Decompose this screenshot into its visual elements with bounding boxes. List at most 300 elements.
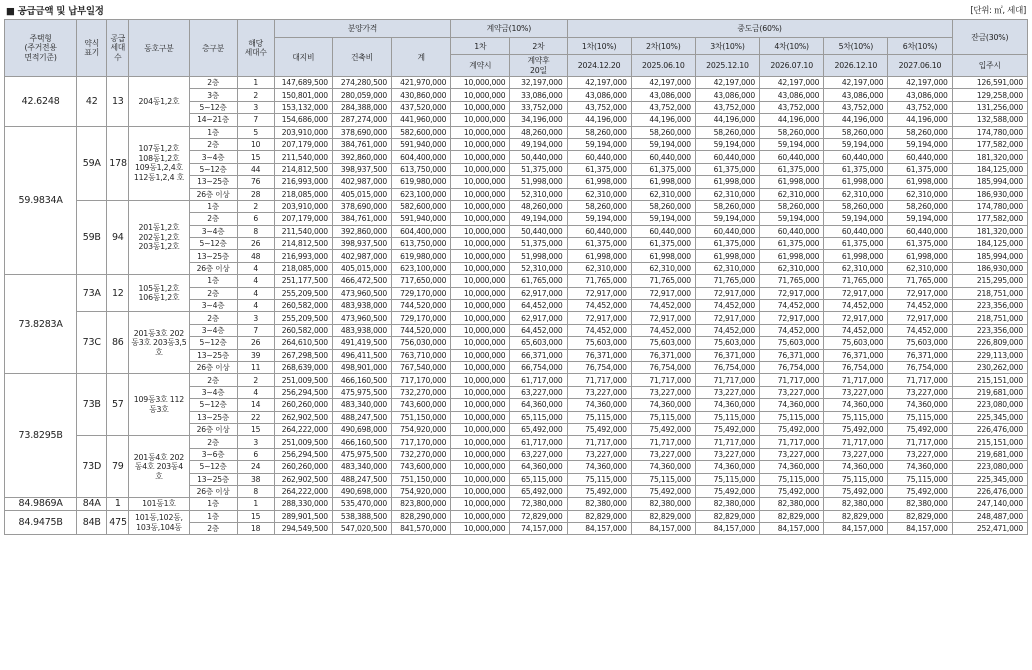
mid-payment-6-cell: 61,375,000 [888,163,952,175]
floor-cell: 1층 [189,126,237,138]
unit-count-cell: 26 [237,238,274,250]
dong-ho-cell: 201동4호 202동4호 203동4호 [129,436,189,498]
total-price-cell: 751,150,000 [392,473,451,485]
balance-cell: 226,809,000 [952,337,1027,349]
abbr-cell: 73D [77,436,107,498]
floor-cell: 3~4층 [189,225,237,237]
deposit-2-cell: 48,260,000 [510,200,567,212]
deposit-2-cell: 33,752,000 [510,101,567,113]
land-cost-cell: 256,294,500 [274,386,332,398]
mid-payment-5-cell: 74,452,000 [824,300,888,312]
total-price-cell: 754,920,000 [392,423,451,435]
land-cost-cell: 251,177,500 [274,275,332,287]
housing-type-cell: 59.9834A [5,126,77,275]
total-price-cell: 623,100,000 [392,262,451,274]
floor-cell: 5~12층 [189,337,237,349]
total-price-cell: 604,400,000 [392,225,451,237]
mid-payment-6-cell: 82,829,000 [888,510,952,522]
building-cost-cell: 280,059,000 [332,89,391,101]
mid-payment-3-cell: 71,765,000 [695,275,759,287]
deposit-2-cell: 64,452,000 [510,324,567,336]
mid-payment-2-cell: 58,260,000 [631,200,695,212]
dong-ho-cell: 109동3호 112동3호 [129,374,189,436]
mid-payment-3-cell: 76,754,000 [695,361,759,373]
mid-payment-3-cell: 84,157,000 [695,523,759,535]
dong-ho-cell: 101동,102동, 103동,104동 [129,510,189,535]
mid-payment-1-cell: 61,998,000 [567,176,631,188]
mid-payment-5-cell: 61,998,000 [824,250,888,262]
deposit-1-cell: 10,000,000 [451,436,510,448]
balance-cell: 174,780,000 [952,200,1027,212]
header-deposit-2: 2차 [510,38,567,55]
mid-payment-5-cell: 75,492,000 [824,485,888,497]
header-mid-3: 3차(10%) [695,38,759,55]
land-cost-cell: 264,222,000 [274,485,332,497]
deposit-1-cell: 10,000,000 [451,312,510,324]
mid-payment-5-cell: 60,440,000 [824,151,888,163]
mid-payment-6-cell: 74,360,000 [888,461,952,473]
mid-payment-3-cell: 60,440,000 [695,225,759,237]
header-sale-price: 분양가격 [274,20,450,38]
unit-count-cell: 76 [237,176,274,188]
mid-payment-3-cell: 75,492,000 [695,423,759,435]
floor-cell: 5~12층 [189,399,237,411]
table-row [5,498,1028,510]
building-cost-cell: 538,388,500 [332,510,391,522]
building-cost-cell: 384,761,000 [332,213,391,225]
supply-units-cell: 1 [107,498,129,510]
land-cost-cell: 267,298,500 [274,349,332,361]
deposit-1-cell: 10,000,000 [451,300,510,312]
balance-cell: 186,930,000 [952,188,1027,200]
mid-payment-4-cell: 72,917,000 [760,312,824,324]
land-cost-cell: 216,993,000 [274,176,332,188]
deposit-1-cell: 10,000,000 [451,510,510,522]
floor-cell: 26층 이상 [189,188,237,200]
unit-count-cell: 2 [237,89,274,101]
mid-payment-4-cell: 43,086,000 [760,89,824,101]
building-cost-cell: 392,860,000 [332,225,391,237]
mid-payment-6-cell: 43,086,000 [888,89,952,101]
land-cost-cell: 154,686,000 [274,114,332,126]
deposit-2-cell: 64,360,000 [510,461,567,473]
table-row [5,77,1028,89]
mid-payment-1-cell: 43,752,000 [567,101,631,113]
floor-cell: 13~25층 [189,473,237,485]
header-mid-1-date: 2024.12.20 [567,55,631,77]
mid-payment-4-cell: 58,260,000 [760,200,824,212]
mid-payment-6-cell: 44,196,000 [888,114,952,126]
mid-payment-3-cell: 74,360,000 [695,399,759,411]
balance-cell: 132,588,000 [952,114,1027,126]
mid-payment-5-cell: 42,197,000 [824,77,888,89]
header-mid-5: 5차(10%) [824,38,888,55]
abbr-cell: 73A [77,275,107,312]
deposit-1-cell: 10,000,000 [451,114,510,126]
total-price-cell: 717,650,000 [392,275,451,287]
mid-payment-4-cell: 75,492,000 [760,485,824,497]
land-cost-cell: 251,009,500 [274,436,332,448]
mid-payment-6-cell: 74,452,000 [888,300,952,312]
table-header [5,20,1028,77]
mid-payment-2-cell: 71,765,000 [631,275,695,287]
mid-payment-1-cell: 76,371,000 [567,349,631,361]
floor-cell: 1층 [189,498,237,510]
mid-payment-2-cell: 61,375,000 [631,163,695,175]
building-cost-cell: 378,690,000 [332,126,391,138]
mid-payment-4-cell: 61,375,000 [760,163,824,175]
deposit-1-cell: 10,000,000 [451,411,510,423]
mid-payment-5-cell: 58,260,000 [824,200,888,212]
mid-payment-4-cell: 62,310,000 [760,262,824,274]
floor-cell: 3층 [189,89,237,101]
floor-cell: 5~12층 [189,461,237,473]
floor-cell: 1층 [189,200,237,212]
mid-payment-6-cell: 75,115,000 [888,473,952,485]
total-price-cell: 744,520,000 [392,300,451,312]
mid-payment-6-cell: 75,492,000 [888,423,952,435]
table-row [5,374,1028,386]
mid-payment-3-cell: 74,452,000 [695,324,759,336]
mid-payment-6-cell: 75,603,000 [888,337,952,349]
balance-cell: 218,751,000 [952,312,1027,324]
unit-count-cell: 10 [237,138,274,150]
total-price-cell: 717,170,000 [392,436,451,448]
building-cost-cell: 483,340,000 [332,461,391,473]
deposit-2-cell: 65,115,000 [510,473,567,485]
mid-payment-4-cell: 75,115,000 [760,473,824,485]
mid-payment-4-cell: 75,603,000 [760,337,824,349]
header-mid-4-date: 2026.07.10 [760,55,824,77]
balance-cell: 226,476,000 [952,423,1027,435]
mid-payment-6-cell: 73,227,000 [888,386,952,398]
land-cost-cell: 214,812,500 [274,163,332,175]
deposit-1-cell: 10,000,000 [451,238,510,250]
building-cost-cell: 535,470,000 [332,498,391,510]
mid-payment-2-cell: 82,380,000 [631,498,695,510]
mid-payment-4-cell: 59,194,000 [760,213,824,225]
mid-payment-6-cell: 75,115,000 [888,411,952,423]
deposit-2-cell: 51,998,000 [510,176,567,188]
mid-payment-3-cell: 61,998,000 [695,176,759,188]
deposit-1-cell: 10,000,000 [451,523,510,535]
building-cost-cell: 398,937,500 [332,163,391,175]
floor-cell: 13~25층 [189,250,237,262]
total-price-cell: 751,150,000 [392,411,451,423]
unit-count-cell: 2 [237,374,274,386]
deposit-2-cell: 72,829,000 [510,510,567,522]
mid-payment-3-cell: 82,829,000 [695,510,759,522]
land-cost-cell: 216,993,000 [274,250,332,262]
mid-payment-2-cell: 82,829,000 [631,510,695,522]
mid-payment-3-cell: 73,227,000 [695,448,759,460]
deposit-2-cell: 33,086,000 [510,89,567,101]
mid-payment-4-cell: 84,157,000 [760,523,824,535]
floor-cell: 2층 [189,77,237,89]
mid-payment-3-cell: 61,375,000 [695,163,759,175]
deposit-2-cell: 49,194,000 [510,138,567,150]
total-price-cell: 767,540,000 [392,361,451,373]
land-cost-cell: 260,582,000 [274,324,332,336]
mid-payment-1-cell: 84,157,000 [567,523,631,535]
table-body [5,77,1028,535]
floor-cell: 26층 이상 [189,423,237,435]
mid-payment-3-cell: 73,227,000 [695,386,759,398]
balance-cell: 186,930,000 [952,262,1027,274]
mid-payment-6-cell: 72,917,000 [888,287,952,299]
land-cost-cell: 264,610,500 [274,337,332,349]
deposit-1-cell: 10,000,000 [451,250,510,262]
mid-payment-5-cell: 59,194,000 [824,138,888,150]
floor-cell: 13~25층 [189,176,237,188]
deposit-2-cell: 65,492,000 [510,423,567,435]
table-row [5,510,1028,522]
mid-payment-6-cell: 62,310,000 [888,262,952,274]
deposit-1-cell: 10,000,000 [451,374,510,386]
mid-payment-5-cell: 82,829,000 [824,510,888,522]
unit-count-cell: 4 [237,262,274,274]
deposit-2-cell: 52,310,000 [510,188,567,200]
total-price-cell: 604,400,000 [392,151,451,163]
unit-count-cell: 2 [237,200,274,212]
header-floor: 층구분 [189,20,237,77]
mid-payment-1-cell: 62,310,000 [567,262,631,274]
header-mid-4: 4차(10%) [760,38,824,55]
deposit-1-cell: 10,000,000 [451,200,510,212]
building-cost-cell: 490,698,000 [332,423,391,435]
balance-cell: 185,994,000 [952,176,1027,188]
mid-payment-1-cell: 74,452,000 [567,324,631,336]
land-cost-cell: 255,209,500 [274,287,332,299]
floor-cell: 3~4층 [189,300,237,312]
deposit-2-cell: 63,227,000 [510,386,567,398]
unit-count-cell: 18 [237,523,274,535]
floor-cell: 3~4층 [189,386,237,398]
land-cost-cell: 211,540,000 [274,151,332,163]
total-price-cell: 619,980,000 [392,250,451,262]
mid-payment-3-cell: 62,310,000 [695,262,759,274]
mid-payment-4-cell: 42,197,000 [760,77,824,89]
mid-payment-6-cell: 75,492,000 [888,485,952,497]
balance-cell: 177,582,000 [952,138,1027,150]
mid-payment-1-cell: 72,917,000 [567,312,631,324]
unit-count-cell: 1 [237,498,274,510]
mid-payment-2-cell: 59,194,000 [631,138,695,150]
mid-payment-1-cell: 44,196,000 [567,114,631,126]
unit-count-cell: 6 [237,213,274,225]
mid-payment-2-cell: 74,360,000 [631,461,695,473]
building-cost-cell: 483,340,000 [332,399,391,411]
mid-payment-6-cell: 71,717,000 [888,436,952,448]
building-cost-cell: 491,419,500 [332,337,391,349]
mid-payment-3-cell: 58,260,000 [695,200,759,212]
total-price-cell: 743,600,000 [392,399,451,411]
mid-payment-2-cell: 74,360,000 [631,399,695,411]
building-cost-cell: 488,247,500 [332,411,391,423]
mid-payment-6-cell: 72,917,000 [888,312,952,324]
land-cost-cell: 218,085,000 [274,188,332,200]
mid-payment-6-cell: 59,194,000 [888,213,952,225]
floor-cell: 13~25층 [189,349,237,361]
deposit-1-cell: 10,000,000 [451,89,510,101]
mid-payment-2-cell: 72,917,000 [631,312,695,324]
mid-payment-5-cell: 61,375,000 [824,238,888,250]
land-cost-cell: 203,910,000 [274,200,332,212]
mid-payment-1-cell: 72,917,000 [567,287,631,299]
supply-price-schedule-table [4,19,1028,535]
supply-units-cell: 475 [107,510,129,535]
floor-cell: 26층 이상 [189,262,237,274]
mid-payment-4-cell: 60,440,000 [760,225,824,237]
mid-payment-3-cell: 60,440,000 [695,151,759,163]
mid-payment-5-cell: 62,310,000 [824,188,888,200]
mid-payment-2-cell: 76,754,000 [631,361,695,373]
mid-payment-4-cell: 74,360,000 [760,399,824,411]
unit-count-cell: 48 [237,250,274,262]
mid-payment-1-cell: 71,765,000 [567,275,631,287]
unit-count-cell: 38 [237,473,274,485]
mid-payment-3-cell: 72,917,000 [695,312,759,324]
land-cost-cell: 218,085,000 [274,262,332,274]
header-dong-ho: 동호구분 [129,20,189,77]
mid-payment-2-cell: 76,371,000 [631,349,695,361]
header-unit-count: 해당 세대수 [237,20,274,77]
deposit-2-cell: 51,375,000 [510,238,567,250]
total-price-cell: 430,860,000 [392,89,451,101]
mid-payment-5-cell: 62,310,000 [824,262,888,274]
mid-payment-5-cell: 75,603,000 [824,337,888,349]
balance-cell: 223,356,000 [952,300,1027,312]
mid-payment-6-cell: 61,998,000 [888,250,952,262]
balance-cell: 223,080,000 [952,399,1027,411]
mid-payment-1-cell: 42,197,000 [567,77,631,89]
building-cost-cell: 473,960,500 [332,287,391,299]
building-cost-cell: 392,860,000 [332,151,391,163]
deposit-1-cell: 10,000,000 [451,287,510,299]
mid-payment-5-cell: 43,086,000 [824,89,888,101]
abbr-cell: 59A [77,126,107,200]
mid-payment-3-cell: 72,917,000 [695,287,759,299]
abbr-cell: 73C [77,312,107,374]
deposit-1-cell: 10,000,000 [451,324,510,336]
land-cost-cell: 260,582,000 [274,300,332,312]
balance-cell: 215,151,000 [952,436,1027,448]
mid-payment-2-cell: 74,452,000 [631,300,695,312]
unit-count-cell: 4 [237,275,274,287]
section-title: ■ 공급금액 및 납부일정 [6,6,104,17]
land-cost-cell: 153,132,000 [274,101,332,113]
mid-payment-1-cell: 75,115,000 [567,411,631,423]
mid-payment-2-cell: 60,440,000 [631,151,695,163]
deposit-2-cell: 50,440,000 [510,225,567,237]
supply-units-cell: 79 [107,436,129,498]
deposit-2-cell: 61,765,000 [510,275,567,287]
mid-payment-5-cell: 74,452,000 [824,324,888,336]
housing-type-cell: 73.8283A [5,275,77,374]
mid-payment-6-cell: 74,360,000 [888,399,952,411]
deposit-2-cell: 49,194,000 [510,213,567,225]
building-cost-cell: 378,690,000 [332,200,391,212]
supply-units-cell: 94 [107,200,129,274]
mid-payment-5-cell: 72,917,000 [824,287,888,299]
deposit-1-cell: 10,000,000 [451,423,510,435]
mid-payment-2-cell: 74,452,000 [631,324,695,336]
deposit-2-cell: 52,310,000 [510,262,567,274]
mid-payment-5-cell: 73,227,000 [824,386,888,398]
balance-cell: 184,125,000 [952,163,1027,175]
unit-count-cell: 15 [237,510,274,522]
total-price-cell: 619,980,000 [392,176,451,188]
mid-payment-5-cell: 71,717,000 [824,436,888,448]
mid-payment-3-cell: 59,194,000 [695,213,759,225]
total-price-cell: 582,600,000 [392,200,451,212]
mid-payment-5-cell: 60,440,000 [824,225,888,237]
header-balance: 잔금(30%) [952,20,1027,55]
building-cost-cell: 483,938,000 [332,324,391,336]
mid-payment-1-cell: 61,998,000 [567,250,631,262]
mid-payment-6-cell: 61,998,000 [888,176,952,188]
total-price-cell: 828,290,000 [392,510,451,522]
mid-payment-6-cell: 61,375,000 [888,238,952,250]
housing-type-cell: 73.8295B [5,374,77,498]
building-cost-cell: 466,160,500 [332,374,391,386]
land-cost-cell: 251,009,500 [274,374,332,386]
mid-payment-3-cell: 43,752,000 [695,101,759,113]
mid-payment-3-cell: 59,194,000 [695,138,759,150]
mid-payment-6-cell: 58,260,000 [888,126,952,138]
mid-payment-1-cell: 75,492,000 [567,423,631,435]
total-price-cell: 841,570,000 [392,523,451,535]
land-cost-cell: 289,901,500 [274,510,332,522]
mid-payment-1-cell: 74,452,000 [567,300,631,312]
deposit-1-cell: 10,000,000 [451,485,510,497]
unit-count-cell: 4 [237,287,274,299]
floor-cell: 26층 이상 [189,485,237,497]
mid-payment-6-cell: 71,717,000 [888,374,952,386]
deposit-2-cell: 63,227,000 [510,448,567,460]
mid-payment-2-cell: 75,492,000 [631,485,695,497]
land-cost-cell: 260,260,000 [274,399,332,411]
total-price-cell: 732,270,000 [392,386,451,398]
mid-payment-2-cell: 43,086,000 [631,89,695,101]
mid-payment-1-cell: 73,227,000 [567,386,631,398]
balance-cell: 219,681,000 [952,386,1027,398]
mid-payment-3-cell: 71,717,000 [695,436,759,448]
deposit-2-cell: 66,371,000 [510,349,567,361]
total-price-cell: 756,030,000 [392,337,451,349]
balance-cell: 248,487,000 [952,510,1027,522]
mid-payment-2-cell: 72,917,000 [631,287,695,299]
total-price-cell: 591,940,000 [392,138,451,150]
deposit-2-cell: 51,375,000 [510,163,567,175]
total-price-cell: 717,170,000 [392,374,451,386]
balance-cell: 225,345,000 [952,411,1027,423]
mid-payment-5-cell: 84,157,000 [824,523,888,535]
land-cost-cell: 147,689,500 [274,77,332,89]
land-cost-cell: 260,260,000 [274,461,332,473]
unit-count-cell: 15 [237,151,274,163]
land-cost-cell: 256,294,500 [274,448,332,460]
table-row [5,436,1028,448]
building-cost-cell: 473,960,500 [332,312,391,324]
mid-payment-4-cell: 75,115,000 [760,411,824,423]
mid-payment-4-cell: 61,998,000 [760,176,824,188]
header-land-cost: 대지비 [274,38,332,77]
mid-payment-5-cell: 71,765,000 [824,275,888,287]
unit-count-cell: 1 [237,77,274,89]
deposit-1-cell: 10,000,000 [451,151,510,163]
building-cost-cell: 496,411,500 [332,349,391,361]
